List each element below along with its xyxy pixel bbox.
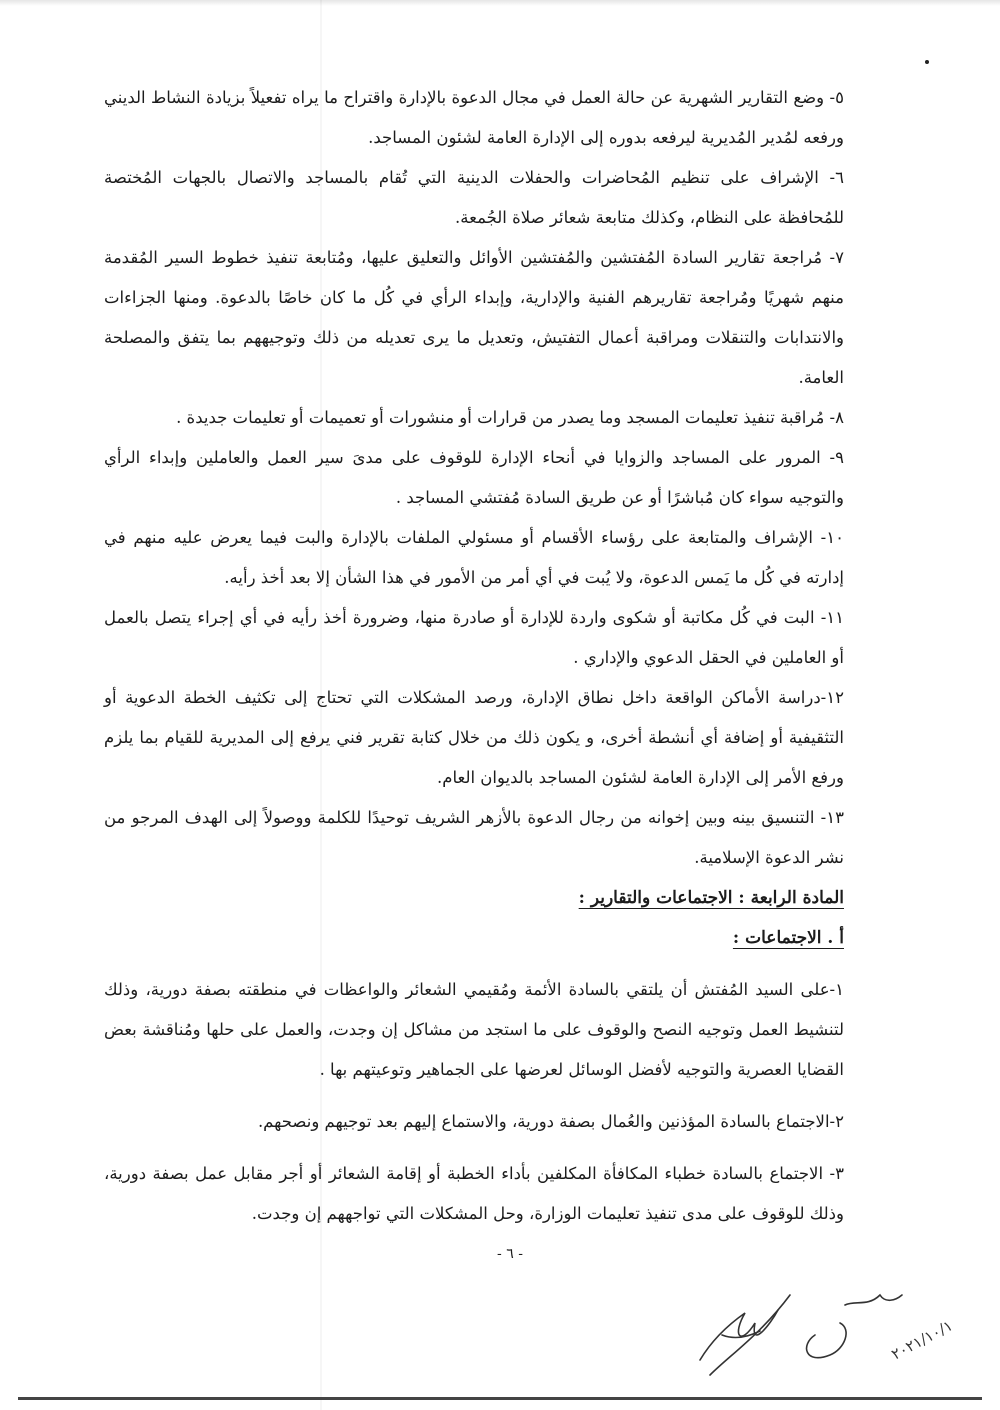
page-bottom-rule: [18, 1397, 982, 1400]
article-heading: المادة الرابعة : الاجتماعات والتقارير :: [578, 888, 844, 908]
paragraph-8: ٨- مُراقبة تنفيذ تعليمات المسجد وما يصدر من قرارات أو منشورات أو تعميمات أو تعليمات جديدة .: [176, 408, 844, 427]
paragraph-13: ١٣- التنسيق بينه وبين إخوانه من رجال الدعوة بالأزهر الشريف توحيدًا للكلمة ووصولاً إلى الهدف المرجو من نشر الدعوة الإسلامية.: [104, 808, 844, 867]
paragraph-12: ١٢-دراسة الأماكن الواقعة داخل نطاق الإدارة، ورصد المشكلات التي تحتاج إلى تكثيف الخطة الدعوية أو التثقيفية أو إضافة أي أنشطة أخرى، و يكون ذلك من خلال كتابة تقرير فني يرفع إلى المديرية للقيام بما يلزم ورفع الأمر إلى الإدارة العامة لشئون المساجد بالديوان العام.: [104, 688, 844, 787]
paragraph-9: ٩- المرور على المساجد والزوايا في أنحاء الإدارة للوقوف على مدىَ سير العمل والعاملين وإبداء الرأي والتوجيه سواء كان مُباشرًا أو عن طريق السادة مُفتشي المساجد .: [104, 448, 844, 507]
meeting-item-2: ٢-الاجتماع بالسادة المؤذنين والعُمال بصفة دورية، والاستماع إليهم بعد توجيهم ونصحهم.: [257, 1112, 844, 1131]
document-body: [104, 78, 844, 1234]
handwritten-signature: [640, 1265, 956, 1395]
page-number: - ٦ -: [497, 1246, 523, 1262]
paragraph-7: ٧- مُراجعة تقارير السادة المُفتشين والمُفتشين الأوائل والتعليق عليها، ومُتابعة تنفيذ خطوط السير المُقدمة منهم شهريًا ومُراجعة تقاريرهم الفنية والإدارية، وإبداء الرأي في كُل ما كان خاصًا بالدعوة. ومنها الجزاءات والانتدابات والتنقلات ومراقبة أعمال التفتيش، وتعديل ما يرى تعديله من ذلك وتوجيههم بما يتفق والمصلحة العامة.: [104, 248, 844, 387]
paragraph-6: ٦- الإشراف على تنظيم المُحاضرات والحفلات الدينية التي تُقام بالمساجد والاتصال بالجهات المُختصة للمُحافظة على النظام، وكذلك متابعة شعائر صلاة الجُمعة.: [104, 168, 844, 227]
paragraph-10: ١٠- الإشراف والمتابعة على رؤساء الأقسام أو مسئولي الملفات بالإدارة والبت فيما يعرض عليه منهم في إدارته في كُل ما يَمس الدعوة، ولا يُبت في أي أمر من الأمور في هذا الشأن إلا بعد أخذ رأيه.: [104, 528, 844, 587]
paragraph-5: ٥- وضع التقارير الشهرية عن حالة العمل في مجال الدعوة بالإدارة واقتراح ما يراه تفعيلاً بزيادة النشاط الديني ورفعه لمُدير المُديرية ليرفعه بدوره إلى الإدارة العامة لشئون المساجد.: [104, 88, 844, 147]
signature-date: ٢٠٢١/١٠/١: [888, 1316, 956, 1364]
section-heading: أ . الاجتماعات :: [732, 928, 844, 948]
meeting-item-1: ١-على السيد المُفتش أن يلتقي بالسادة الأئمة ومُقيمي الشعائر والواعظات في منطقته بصفة دورية، وذلك لتنشيط العمل وتوجيه النصح والوقوف على ما استجد من مشاكل إن وجدت، والعمل على حلها ومُناقشة بعض القضايا العصرية والتوجيه لأفضل الوسائل لعرضها على الجماهير وتوعيتهم بها .: [104, 980, 844, 1079]
scan-speck: [925, 60, 929, 64]
paragraph-11: ١١- البت في كُل مكاتبة أو شكوى واردة للإدارة أو صادرة منها، وضرورة أخذ رأيه في أي إجراء يتصل بالعمل أو العاملين في الحقل الدعوي والإداري .: [104, 608, 844, 667]
meeting-item-3: ٣- الاجتماع بالسادة خطباء المكافأة المكلفين بأداء الخطبة أو إقامة الشعائر أو أجر مقابل عمل بصفة دورية، وذلك للوقوف على مدى تنفيذ تعليمات الوزارة، وحل المشكلات التي تواجههم إن وجدت.: [104, 1164, 844, 1223]
paper-edge: [0, 0, 1000, 6]
